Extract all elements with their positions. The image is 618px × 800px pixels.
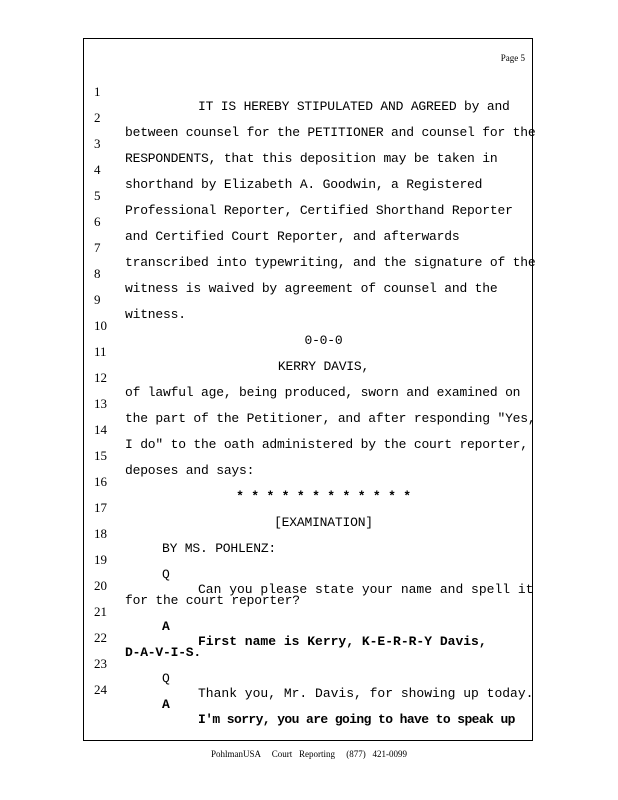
line-text: Professional Reporter, Certified Shorthand Reporter xyxy=(125,203,513,218)
transcript-line-10 xyxy=(84,303,532,348)
transcript-line-5 xyxy=(84,173,532,218)
line-number: 16 xyxy=(94,474,107,489)
line-text: First name is Kerry, K-E-R-R-Y Davis, xyxy=(198,634,487,649)
line-number: 3 xyxy=(94,136,101,151)
witness-name-heading: KERRY DAVIS, xyxy=(277,359,370,374)
line-text: between counsel for the PETITIONER and counsel for the xyxy=(125,125,536,140)
question-marker: Q xyxy=(162,671,170,686)
line-number: 8 xyxy=(94,266,101,281)
transcript-line-4 xyxy=(84,147,532,192)
line-text: and Certified Court Reporter, and afterwards xyxy=(125,229,460,244)
page-number: Page 5 xyxy=(500,53,525,63)
line-number: 22 xyxy=(94,630,107,645)
line-text: I'm sorry, you are going to have to speak up xyxy=(198,712,515,727)
section-divider: * * * * * * * * * * * * xyxy=(236,489,411,504)
line-text: I do" to the oath administered by the court reporter, xyxy=(125,437,528,452)
line-number: 9 xyxy=(94,292,101,307)
transcript-line-3 xyxy=(84,121,536,166)
line-number: 17 xyxy=(94,500,107,515)
transcript-line-15 xyxy=(84,433,532,478)
line-number: 2 xyxy=(94,110,101,125)
line-number: 13 xyxy=(94,396,107,411)
line-text: witness is waived by agreement of counsel and the xyxy=(125,281,498,296)
line-number: 1 xyxy=(94,84,101,99)
line-text: RESPONDENTS, that this deposition may be taken in xyxy=(125,151,498,166)
line-number: 10 xyxy=(94,318,107,333)
transcript-line-9 xyxy=(84,277,532,322)
line-text: witness. xyxy=(125,307,186,322)
examination-heading: [EXAMINATION] xyxy=(274,515,373,530)
line-text: 0-0-0 xyxy=(304,333,343,348)
transcript-line-13 xyxy=(84,381,536,426)
transcript-line-17 xyxy=(84,485,532,530)
line-text: D-A-V-I-S. xyxy=(125,645,202,660)
line-number: 11 xyxy=(94,344,107,359)
line-number: 19 xyxy=(94,552,107,567)
transcript-line-16 xyxy=(84,459,532,504)
transcript-line-7 xyxy=(84,225,536,270)
line-number: 23 xyxy=(94,656,107,671)
transcript-line-2 xyxy=(84,95,536,140)
line-number: 12 xyxy=(94,370,107,385)
line-text: the part of the Petitioner, and after responding "Yes, xyxy=(125,411,536,426)
transcript-line-18 xyxy=(84,511,532,556)
line-number: 20 xyxy=(94,578,107,593)
line-text: for the court reporter? xyxy=(125,593,300,608)
line-number: 18 xyxy=(94,526,107,541)
line-number: 15 xyxy=(94,448,107,463)
line-number: 6 xyxy=(94,214,101,229)
transcript-line-8 xyxy=(84,251,536,296)
answer-marker: A xyxy=(162,619,170,634)
transcript-line-12 xyxy=(84,355,532,400)
line-number: 14 xyxy=(94,422,107,437)
transcript-line-6 xyxy=(84,199,532,244)
line-number: 21 xyxy=(94,604,107,619)
line-number: 4 xyxy=(94,162,101,177)
line-text: transcribed into typewriting, and the signature of the xyxy=(125,255,536,270)
line-text: Can you please state your name and spell it xyxy=(198,582,534,597)
line-text: of lawful age, being produced, sworn and examined on xyxy=(125,385,521,400)
transcript-line-1 xyxy=(84,69,532,114)
line-number: 5 xyxy=(94,188,101,203)
answer-marker: A xyxy=(162,697,170,712)
line-number: 7 xyxy=(94,240,101,255)
line-text: deposes and says: xyxy=(125,463,255,478)
examiner-label: BY MS. POHLENZ: xyxy=(162,541,277,556)
transcript-page xyxy=(83,38,536,741)
line-text: shorthand by Elizabeth A. Goodwin, a Registered xyxy=(125,177,483,192)
transcript-line-11 xyxy=(84,329,532,374)
line-text: IT IS HEREBY STIPULATED AND AGREED by and xyxy=(198,99,510,114)
line-number: 24 xyxy=(94,682,107,697)
question-marker: Q xyxy=(162,567,170,582)
transcript-line-14 xyxy=(84,407,536,452)
line-text: Thank you, Mr. Davis, for showing up today. xyxy=(198,686,534,701)
page-footer: PohlmanUSA Court Reporting (877) 421-0099 xyxy=(211,749,407,759)
